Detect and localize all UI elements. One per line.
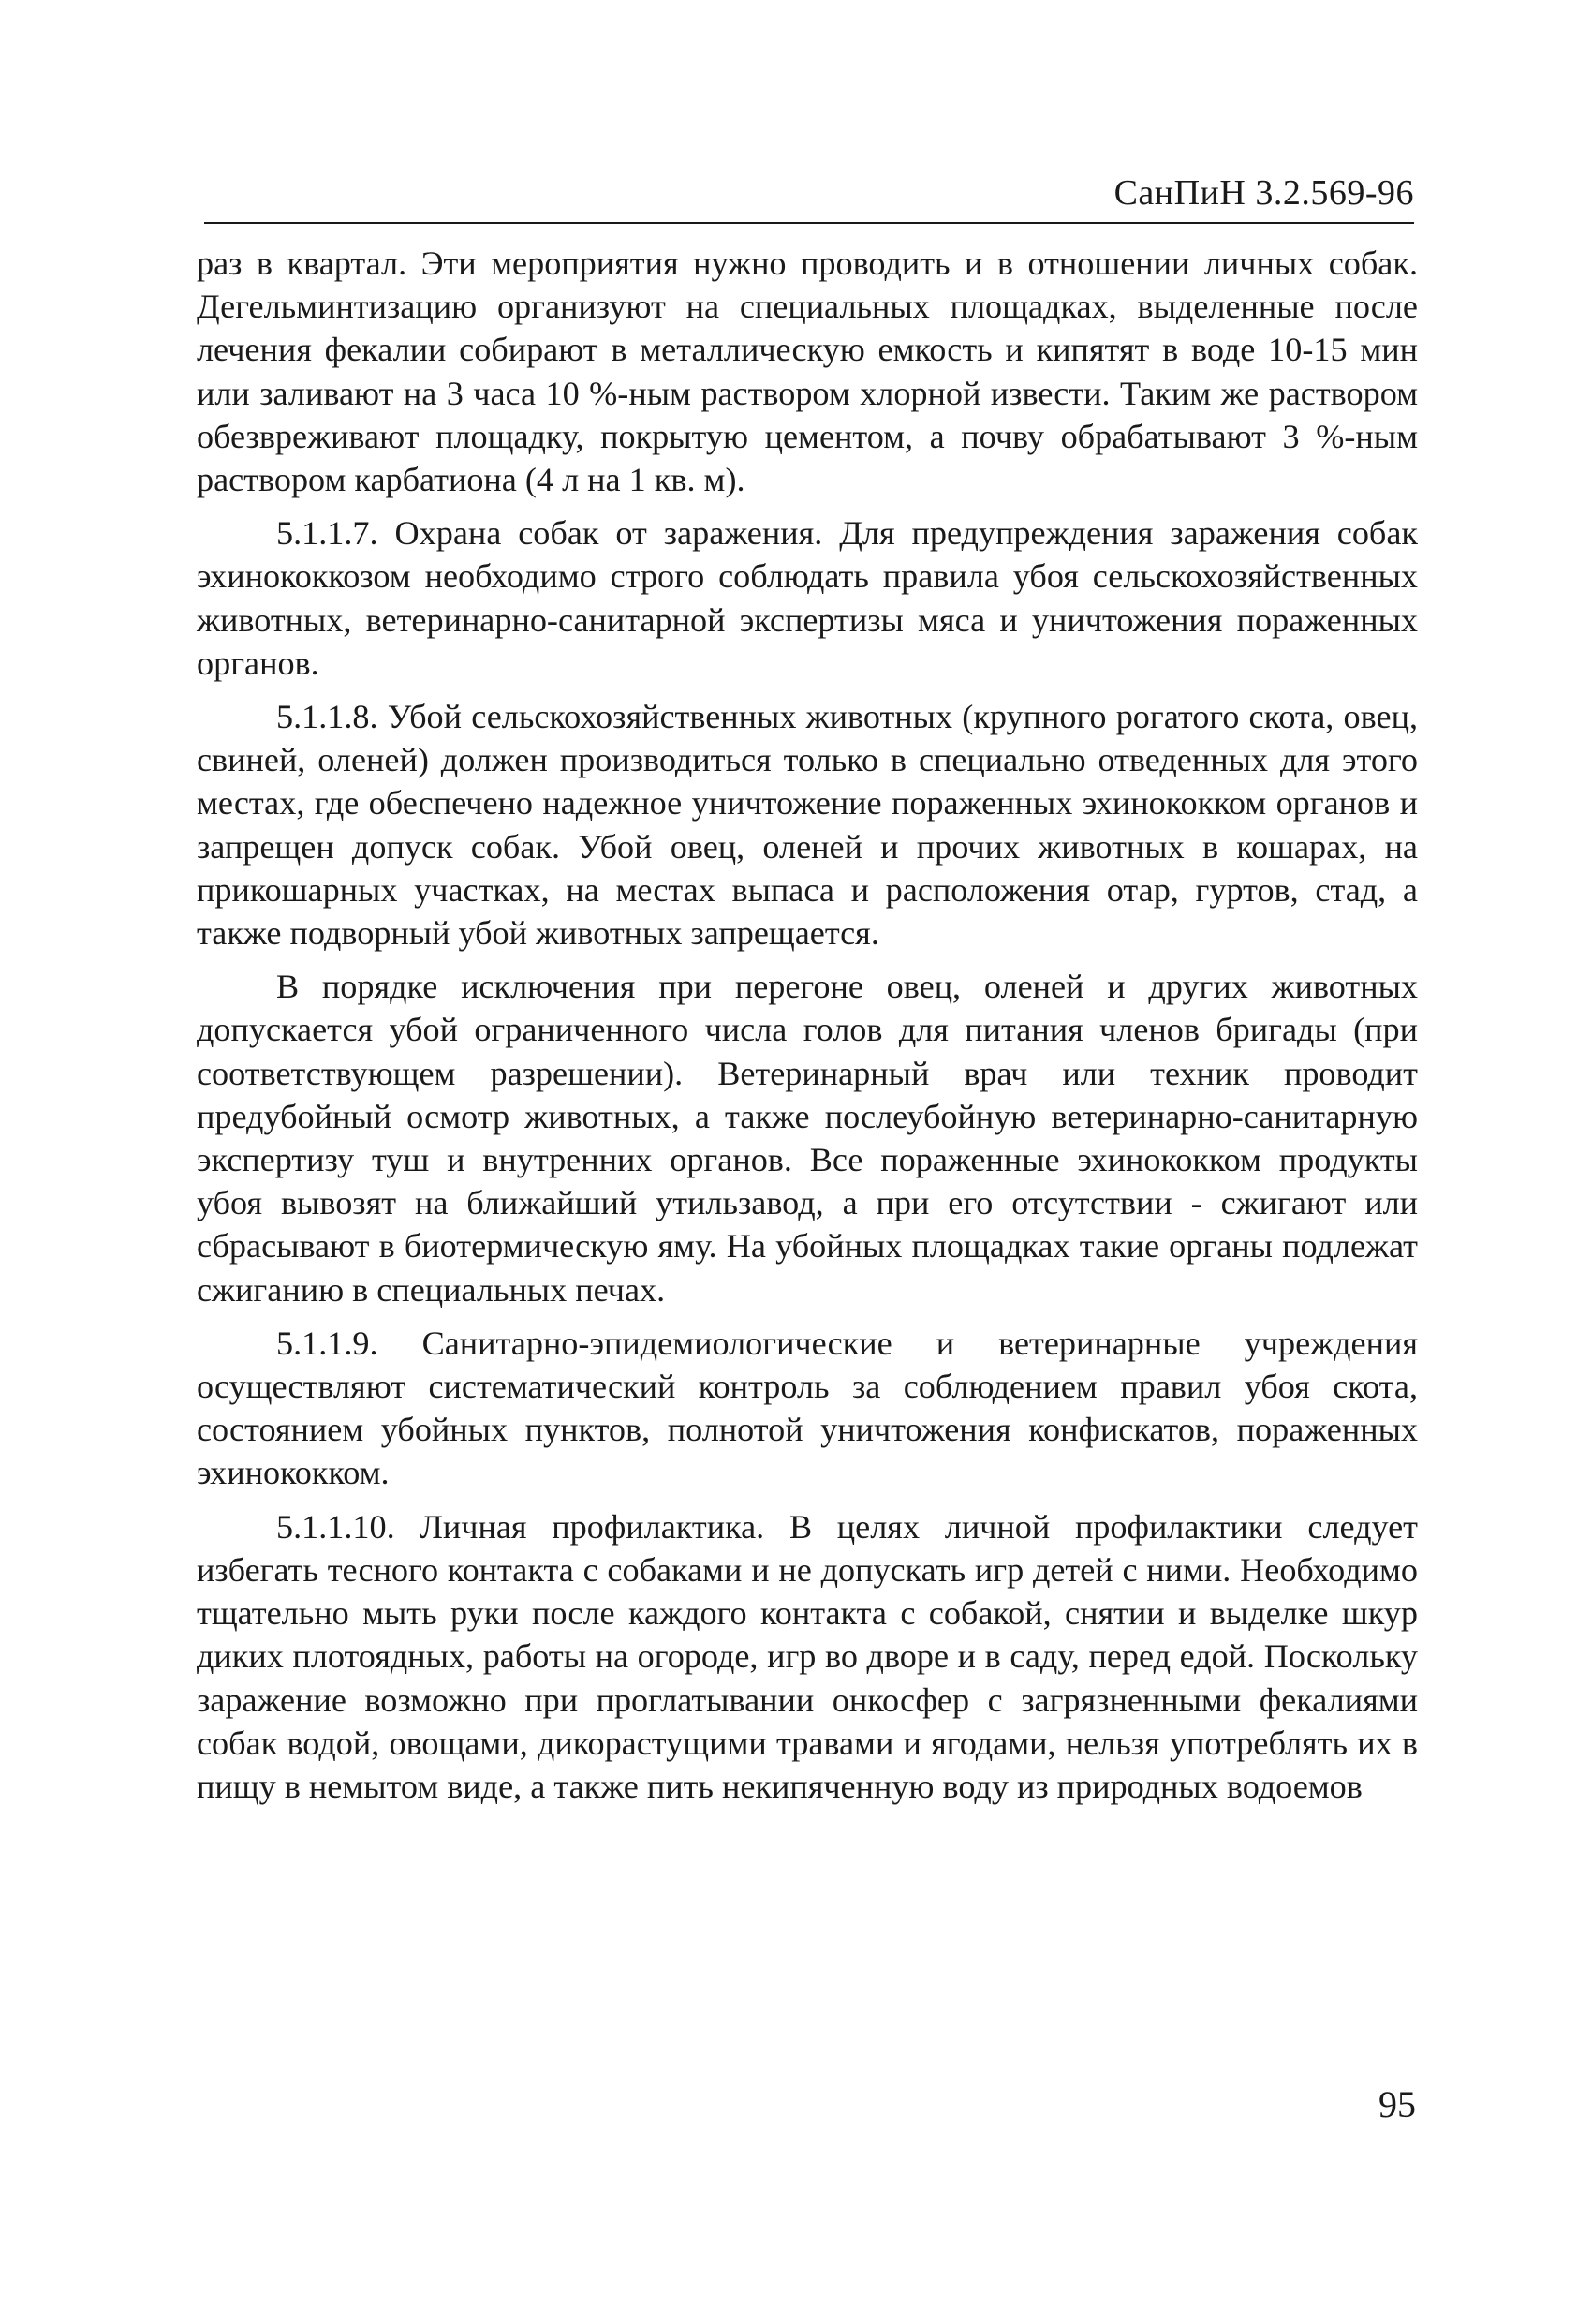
running-header: СанПиН 3.2.569-96 [1113,173,1414,213]
paragraph-5-1-1-10: 5.1.1.10. Личная профилактика. В целях личной профилактики следует избегать тесного контакта с собаками и не допускать игр детей с ними. Необходимо тщательно мыть руки после каждого контакта с собакой, снятии и выделке шкур диких плотоядных, работы на огороде, игр во дворе и в саду, перед едой. Поскольку заражение возможно при проглатывании онкосфер с загрязненными фекалиями собак водой, овощами, дикорастущими травами и ягодами, нельзя употреблять их в пищу в немытом виде, а также пить некипяченную воду из природных водоемов [197,1507,1418,1805]
page-number: 95 [1378,2083,1416,2125]
paragraph-continuation: раз в квартал. Эти мероприятия нужно проводить и в отношении личных собак. Дегельминтизацию организуют на специальных площадках, выделенные после лечения фекалии собирают в металлическую емкость и кипятят в воде 10-15 мин или заливают на 3 часа 10 %-ным раствором хлорной извести. Таким же раствором обезвреживают площадку, покрытую цементом, а почву обрабатывают 3 %-ным раствором карбатиона (4 л на 1 кв. м). [197,244,1418,499]
header-rule [204,222,1414,224]
paragraph-5-1-1-8: 5.1.1.8. Убой сельскохозяйственных животных (крупного рогатого скота, овец, свиней, оленей) должен производиться только в специально отведенных для этого местах, где обеспечено надежное уничтожение пораженных эхинококком органов и запрещен допуск собак. Убой овец, оленей и прочих животных в кошарах, на прикошарных участках, на местах выпаса и расположения отар, гуртов, стад, а также подворный убой животных запрещается. [197,698,1418,953]
paragraph-5-1-1-9: 5.1.1.9. Санитарно-эпидемиологические и ветеринарные учреждения осуществляют систематический контроль за соблюдением правил убоя скота, состоянием убойных пунктов, полнотой уничтожения конфискатов, пораженных эхинококком. [197,1324,1418,1492]
paragraph-exception: В порядке исключения при перегоне овец, оленей и других животных допускается убой ограниченного числа голов для питания членов бригады (при соответствующем разрешении). Ветеринарный врач или техник проводит предубойный осмотр животных, а также послеубойную ветеринарно-санитарную экспертизу туш и внутренних органов. Все пораженные эхинококком продукты убоя вывозят на ближайший утильзавод, а при его отсутствии - сжигают или сбрасывают в биотермическую яму. На убойных площадках такие органы подлежат сжиганию в специальных печах. [197,968,1418,1309]
paragraph-5-1-1-7: 5.1.1.7. Охрана собак от заражения. Для предупреждения заражения собак эхинококкозом необходимо строго соблюдать правила убоя сельскохозяйственных животных, ветеринарно-санитарной экспертизы мяса и уничтожения пораженных органов. [197,514,1418,682]
body-text [197,242,1418,1818]
